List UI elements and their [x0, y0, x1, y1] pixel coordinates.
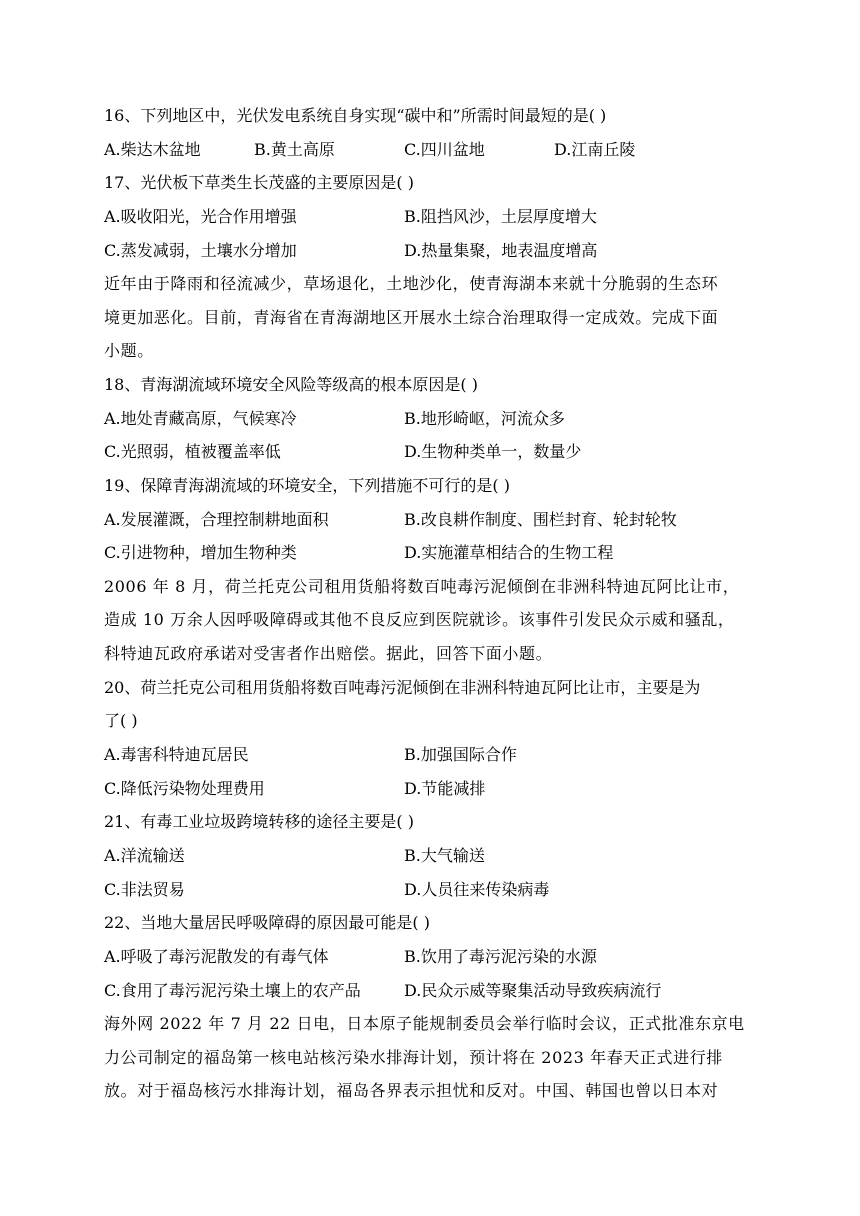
passage-3-line: 海外网 2022 年 7 月 22 日电，日本原子能规制委员会举行临时会议，正式批准东京电: [104, 1014, 745, 1033]
q21-option-c: C.非法贸易: [104, 880, 185, 899]
q17-option-d: D.热量集聚，地表温度增高: [404, 241, 598, 260]
question-18-stem: 18、青海湖流域环境安全风险等级高的根本原因是( ): [104, 375, 478, 394]
question-22-stem: 22、当地大量居民呼吸障碍的原因最可能是( ): [104, 913, 430, 932]
q21-option-b: B.大气输送: [404, 846, 485, 865]
q18-option-d: D.生物种类单一，数量少: [404, 442, 582, 461]
q22-option-c: C.食用了毒污泥污染土壤上的农产品: [104, 981, 361, 1000]
question-21-stem: 21、有毒工业垃圾跨境转移的途径主要是( ): [104, 812, 414, 831]
passage-3-line: 放。对于福岛核污水排海计划，福岛各界表示担忧和反对。中国、韩国也曾以日本对: [104, 1081, 719, 1100]
passage-2-line: 科特迪瓦政府承诺对受害者作出赔偿。据此，回答下面小题。: [104, 644, 553, 663]
q20-option-c: C.降低污染物处理费用: [104, 779, 265, 798]
q18-option-a: A.地处青藏高原，气候寒冷: [104, 409, 297, 428]
passage-1-line: 小题。: [104, 341, 154, 360]
passage-2-line: 2006 年 8 月，荷兰托克公司租用货船将数百吨毒污泥倾倒在非洲科特迪瓦阿比让市，: [104, 577, 740, 596]
q17-option-c: C.蒸发减弱，土壤水分增加: [104, 241, 297, 260]
q21-option-a: A.洋流输送: [104, 846, 185, 865]
q22-option-a: A.呼吸了毒污泥散发的有毒气体: [104, 947, 329, 966]
q16-option-a: A.柴达木盆地: [104, 140, 201, 159]
question-19-stem: 19、保障青海湖流域的环境安全，下列措施不可行的是( ): [104, 476, 510, 495]
q19-option-a: A.发展灌溉，合理控制耕地面积: [104, 510, 329, 529]
question-20-stem: 20、荷兰托克公司租用货船将数百吨毒污泥倾倒在非洲科特迪瓦阿比让市，主要是为: [104, 678, 701, 697]
q17-option-b: B.阻挡风沙，土层厚度增大: [404, 207, 597, 226]
q18-option-c: C.光照弱，植被覆盖率低: [104, 442, 281, 461]
q20-option-b: B.加强国际合作: [404, 745, 517, 764]
q17-option-a: A.吸收阳光，光合作用增强: [104, 207, 297, 226]
q16-option-b: B.黄土高原: [254, 140, 335, 159]
question-20-stem-cont: 了( ): [104, 711, 138, 730]
passage-1-line: 近年由于降雨和径流减少，草场退化，土地沙化，使青海湖本来就十分脆弱的生态环: [104, 274, 719, 293]
q19-option-c: C.引进物种，增加生物种类: [104, 543, 297, 562]
passage-1-line: 境更加恶化。目前，青海省在青海湖地区开展水土综合治理取得一定成效。完成下面: [104, 308, 719, 327]
q16-option-c: C.四川盆地: [404, 140, 485, 159]
question-17-stem: 17、光伏板下草类生长茂盛的主要原因是( ): [104, 173, 414, 192]
q19-option-d: D.实施灌草相结合的生物工程: [404, 543, 614, 562]
q20-option-a: A.毒害科特迪瓦居民: [104, 745, 249, 764]
passage-3-line: 力公司制定的福岛第一核电站核污染水排海计划，预计将在 2023 年春天正式进行排: [104, 1048, 723, 1067]
q16-option-d: D.江南丘陵: [554, 140, 636, 159]
passage-2-line: 造成 10 万余人因呼吸障碍或其他不良反应到医院就诊。该事件引发民众示威和骚乱，: [104, 610, 735, 629]
q22-option-d: D.民众示威等聚集活动导致疾病流行: [404, 981, 662, 1000]
question-16-stem: 16、下列地区中，光伏发电系统自身实现“碳中和”所需时间最短的是( ): [104, 106, 607, 125]
q22-option-b: B.饮用了毒污泥污染的水源: [404, 947, 597, 966]
q21-option-d: D.人员往来传染病毒: [404, 880, 550, 899]
q20-option-d: D.节能减排: [404, 779, 486, 798]
q18-option-b: B.地形崎岖，河流众多: [404, 409, 565, 428]
q19-option-b: B.改良耕作制度、围栏封育、轮封轮牧: [404, 510, 677, 529]
